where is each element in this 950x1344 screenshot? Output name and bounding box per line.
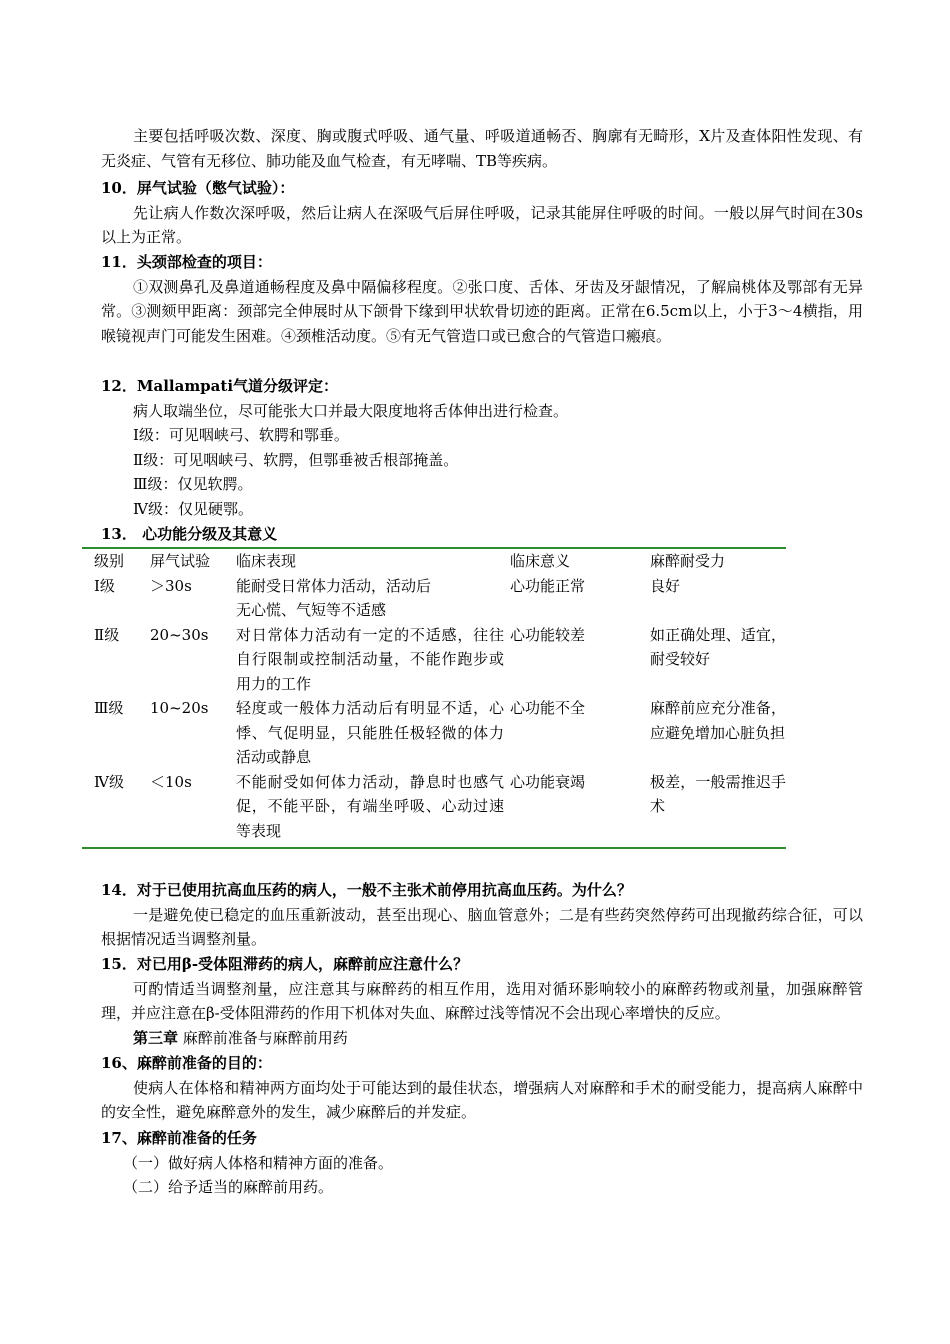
clinical-cell	[236, 574, 510, 623]
meaning-cell: 心功能较差	[510, 625, 586, 644]
column-header: 临床表现	[236, 552, 297, 570]
clinical-line: 能耐受日常体力活动，活动后	[236, 576, 432, 595]
section-14	[101, 878, 863, 952]
tolerance-cell: 如正确处理、适宜，耐受较好	[650, 625, 786, 668]
breath-cell: 20~30s	[150, 625, 209, 644]
table-bottom-rule	[82, 847, 786, 849]
meaning-cell: 心功能衰竭	[510, 772, 586, 791]
section-15	[101, 952, 863, 1050]
section-15-body: 可酌情适当调整剂量，应注意其与麻醉药的相互作用，选用对循环影响较小的麻醉药物或剂量，加强麻醉管理，并应注意在β-受体阻滞药的作用下机体对失血、麻醉过浅等情况不会出现心率增快的反应。	[101, 979, 863, 1022]
section-10	[101, 176, 863, 250]
task-item: （二）给予适当的麻醉前用药。	[123, 1178, 334, 1196]
section-12	[101, 374, 863, 521]
clinical-cell: 不能耐受如何体力活动，静息时也感气促，不能平卧，有端坐呼吸、心动过速等表现	[236, 772, 504, 840]
grade-line: Ⅳ级：仅见硬鄂。	[133, 499, 253, 518]
section-14-body: 一是避免使已稳定的血压重新波动，甚至出现心、脑血管意外；二是有些药突然停药可出现撤药综合征，可以根据情况适当调整剂量。	[101, 905, 863, 948]
table-row	[82, 696, 786, 770]
column-header: 临床意义	[510, 552, 571, 570]
section-11-heading: 11．头颈部检查的项目：	[101, 253, 272, 271]
column-header: 麻醉耐受力	[650, 552, 726, 570]
section-13-heading: 13． 心功能分级及其意义	[101, 525, 278, 543]
section-16-body: 使病人在体格和精神两方面均处于可能达到的最佳状态，增强病人对麻醉和手术的耐受能力，提高病人麻醉中的安全性，避免麻醉意外的发生，减少麻醉后的并发症。	[101, 1078, 863, 1121]
section-10-heading: 10．屏气试验（憋气试验）：	[101, 179, 295, 197]
table-row	[82, 770, 786, 848]
grade-cell: Ⅳ级	[94, 772, 124, 791]
task-item: （一）做好病人体格和精神方面的准备。	[123, 1153, 394, 1172]
tolerance-cell: 麻醉前应充分准备，应避免增加心脏负担	[650, 699, 786, 742]
chapter-label: 第三章	[133, 1028, 179, 1047]
column-header: 级别	[94, 552, 125, 570]
section-12-heading: 12．Mallampati气道分级评定：	[101, 377, 339, 395]
section-17-heading: 17、麻醉前准备的任务	[101, 1129, 257, 1147]
chapter-title: 麻醉前准备与麻醉前用药	[182, 1028, 348, 1047]
grade-line: Ⅰ级：可见咽峡弓、软腭和鄂垂。	[133, 426, 349, 444]
table-row	[82, 623, 786, 697]
section-14-heading: 14．对于已使用抗高血压药的病人，一般不主张术前停用抗高血压药。为什么？	[101, 881, 632, 899]
grade-cell: Ⅰ级	[94, 576, 115, 595]
grade-cell: Ⅲ级	[94, 699, 124, 717]
table-row	[82, 574, 786, 623]
section-16-heading: 16、麻醉前准备的目的：	[101, 1054, 272, 1072]
grade-line: Ⅱ级：可见咽峡弓、软腭，但鄂垂被舌根部掩盖。	[133, 450, 459, 469]
meaning-cell: 心功能正常	[510, 576, 586, 595]
section-16	[101, 1051, 863, 1125]
intro-paragraph: 主要包括呼吸次数、深度、胸或腹式呼吸、通气量、呼吸道通畅否、胸廓有无畸形，X片及查体阳性发现、有无炎症、气管有无移位、肺功能及血气检查，有无哮喘、TB等疾病。	[101, 127, 863, 170]
table-header-row	[82, 549, 786, 574]
tolerance-cell: 良好	[650, 576, 681, 595]
clinical-line: 无心慌、气短等不适感	[236, 601, 387, 619]
section-12-body: 病人取端坐位，尽可能张大口并最大限度地将舌体伸出进行检查。	[133, 401, 569, 420]
breath-cell: ＜10s	[150, 772, 192, 791]
grade-cell: Ⅱ级	[94, 625, 120, 644]
section-15-heading: 15．对已用β-受体阻滞药的病人，麻醉前应注意什么？	[101, 955, 469, 973]
meaning-cell: 心功能不全	[510, 699, 586, 717]
clinical-cell: 轻度或一般体力活动后有明显不适，心悸、气促明显，只能胜任极轻微的体力活动或静息	[236, 699, 504, 766]
grade-line: Ⅲ级：仅见软腭。	[133, 475, 253, 493]
chapter-heading	[101, 1026, 863, 1051]
section-10-body: 先让病人作数次深呼吸，然后让病人在深吸气后屏住呼吸，记录其能屏住呼吸的时间。一般以屏气时间在30s以上为正常。	[101, 203, 863, 246]
section-11-body: ①双测鼻孔及鼻道通畅程度及鼻中隔偏移程度。②张口度、舌体、牙齿及牙龈情况，了解扁桃体及鄂部有无异常。③测颏甲距离：颈部完全伸展时从下颌骨下缘到甲状软骨切迹的距离。正常在6.5cm以上，小于3～4横指，用喉镜视声门可能发生困难。④颈椎活动度。⑤有无气管造口或已愈合的气管造口瘢痕。	[101, 277, 863, 345]
tolerance-cell: 极差，一般需推迟手术	[650, 772, 786, 815]
column-header: 屏气试验	[150, 552, 211, 570]
breath-cell: ＞30s	[150, 576, 192, 595]
breath-cell: 10~20s	[150, 699, 209, 717]
section-17	[101, 1126, 863, 1200]
section-11	[101, 250, 863, 348]
clinical-cell: 对日常体力活动有一定的不适感，往往自行限制或控制活动量，不能作跑步或用力的工作	[236, 625, 504, 693]
cardiac-function-table	[82, 547, 786, 849]
